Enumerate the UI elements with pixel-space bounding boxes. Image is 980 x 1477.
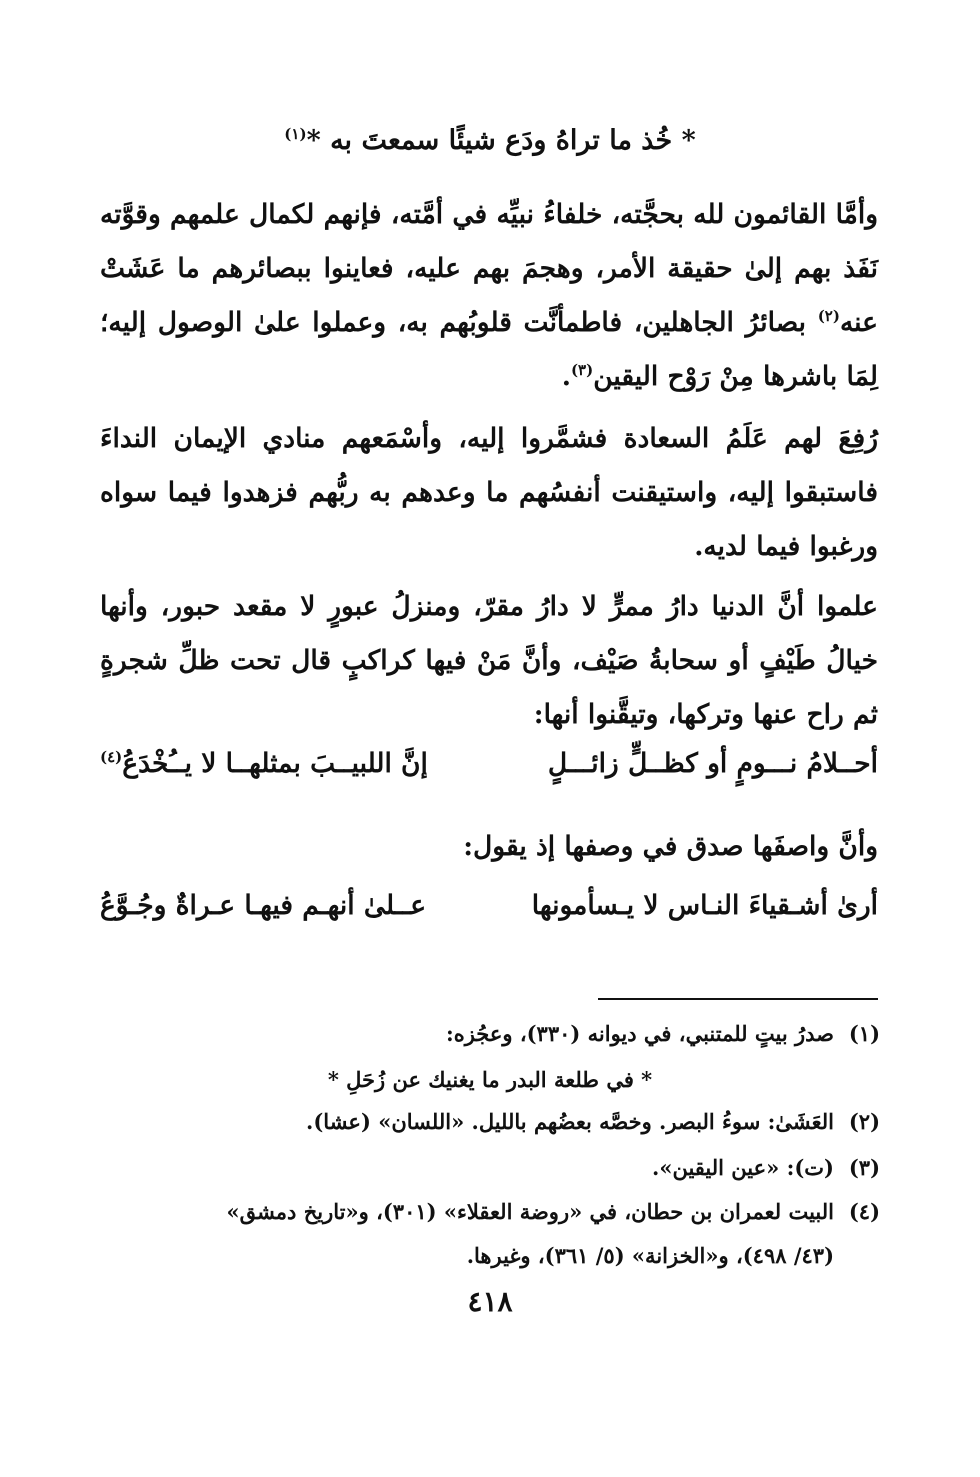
poem-1-first-hemistich: أحــلامُ نـــومٍ أو كظــلٍّ زائـــلٍ bbox=[547, 748, 878, 779]
footnote-3-number: (٣) bbox=[848, 1155, 880, 1180]
footnote-ref-1: (١) bbox=[284, 125, 307, 143]
footnote-4 bbox=[100, 1190, 880, 1234]
footnote-ref-3: (٣) bbox=[570, 361, 594, 380]
footnote-3-text: (ت): «عين اليقين». bbox=[652, 1155, 834, 1180]
paragraph-1-text-c: . bbox=[561, 361, 571, 392]
paragraph-4: وأنَّ واصفَها صدق في وصفها إذ يقول: bbox=[463, 831, 878, 862]
footnote-4-cont-text: (٤٣/ ٤٩٨)، و«الخزانة» (٥/ ٣٦١)، وغيرها. bbox=[466, 1243, 834, 1268]
paragraph-2: رُفِعَ لهم عَلَمُ السعادة فشمَّروا إليه، وأسْمَعهم منادي الإيمان النداءَ فاستبقوا إليه، واستيقنت أنفسُهم ما وعدهم به ربُّهم فزهدوا فيما سواه ورغبوا فيما لديه. bbox=[100, 423, 878, 562]
poem-line-1 bbox=[100, 748, 878, 779]
footnote-3 bbox=[100, 1146, 880, 1190]
paragraph-3: علموا أنَّ الدنيا دارُ ممرٍّ لا دارُ مقرّ، ومنزلُ عبورٍ لا مقعد حبور، وأنها خيالُ طَيْفٍ أو سحابةُ صَيْف، وأنَّ مَنْ فيها كراكبٍ قال تحت ظلِّ شجرةٍ ثم راح عنها وتركها، وتيقَّنوا أنها: bbox=[100, 591, 878, 730]
footnote-2 bbox=[100, 1100, 880, 1144]
footnote-1 bbox=[100, 1012, 880, 1056]
header-verse-text: * خُذ ما تراهُ ودَع شيئًا سمعتَ به * bbox=[306, 125, 696, 156]
footnote-4-continued bbox=[100, 1234, 880, 1278]
poem-2-second-hemistich: عــلىٰ أنهـم فيهـا عـراةٌ وجُـوَّعُ bbox=[100, 890, 427, 921]
poem-1-second-hemistich bbox=[100, 748, 428, 779]
paragraph-1-text-a: وأمَّا القائمون لله بحجَّته، خلفاءُ نبيِّه في أمَّته، فإنهم لكمال علمهم وقوَّته نَفَذ بهم إلىٰ حقيقة الأمر، وهجمَ بهم عليه، فعاينوا ببصائرهم ما عَشَتْ عنه bbox=[100, 199, 878, 338]
footnote-4-text: البيت لعمران بن حطان، في «روضة العقلاء» (٣٠١)، و«تاريخ دمشق» bbox=[226, 1199, 834, 1224]
footnote-separator bbox=[598, 998, 878, 1000]
footnote-ref-2: (٢) bbox=[817, 307, 840, 326]
footnote-ref-4: (٤) bbox=[100, 748, 123, 767]
poem-line-2 bbox=[100, 890, 878, 921]
footnote-2-text: العَشَىٰ: سوءُ البصر. وخصَّه بعضُهم بالليل. «اللسان» (عشا). bbox=[306, 1109, 834, 1134]
footnote-1-text: صدرُ بيتٍ للمتنبي، في ديوانه (٣٣٠)، وعجُزه: bbox=[445, 1021, 834, 1046]
paragraph-1-text-b: بصائرُ الجاهلين، فاطمأنَّت قلوبُهم به، وعملوا علىٰ الوصول إليه؛ لِمَا باشرها مِنْ رَوْح اليقين bbox=[100, 307, 878, 392]
footnote-1-number: (١) bbox=[848, 1021, 880, 1046]
header-verse bbox=[100, 125, 880, 156]
paragraph-1 bbox=[100, 188, 918, 404]
poem-2-first-hemistich: أرىٰ أشـقياءَ النـاس لا يـسأمونها bbox=[531, 890, 878, 921]
footnote-4-number: (٤) bbox=[848, 1199, 880, 1224]
page-number: ٤١٨ bbox=[467, 1285, 513, 1318]
poem-1-second-text: إنَّ اللبيــبَ بمثلهــا لا يــُخْدَعُ bbox=[122, 748, 428, 779]
footnote-1-verse: * في طلعة البدر ما يغنيك عن زُحَلِ * bbox=[327, 1067, 653, 1092]
footnote-2-number: (٢) bbox=[848, 1109, 880, 1134]
